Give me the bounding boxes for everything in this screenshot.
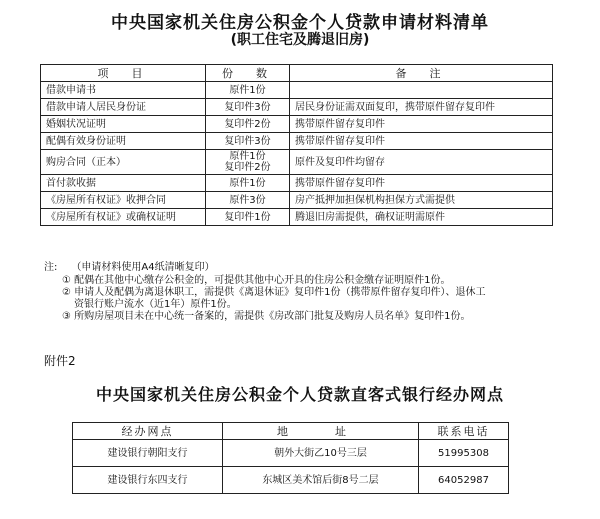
materials-table xyxy=(40,64,553,226)
cell-item: 婚姻状况证明 xyxy=(41,116,206,133)
header-branch: 经办网点 xyxy=(73,423,223,440)
notes-section xyxy=(44,262,486,323)
cell-item: 借款申请人居民身份证 xyxy=(41,99,206,116)
cell-note: 腾退旧房需提供，确权证明需原件 xyxy=(290,209,553,226)
document-subtitle: (职工住宅及腾退旧房) xyxy=(230,32,370,48)
table-row xyxy=(41,116,553,133)
table-row xyxy=(73,440,509,467)
header-item: 项 目 xyxy=(41,65,206,82)
cell-note: 房产抵押加担保机构担保方式需提供 xyxy=(290,192,553,209)
table-header-row xyxy=(73,423,509,440)
table-row xyxy=(41,150,553,175)
header-phone: 联系电话 xyxy=(419,423,509,440)
cell-address: 朝外大街乙10号三层 xyxy=(223,440,419,467)
cell-branch: 建设银行东四支行 xyxy=(73,467,223,494)
cell-note: 携带原件留存复印件 xyxy=(290,133,553,150)
table-header-row xyxy=(41,65,553,82)
section-title: 中央国家机关住房公积金个人贷款直客式银行经办网点 xyxy=(95,385,504,404)
cell-count: 原件1份 复印件2份 xyxy=(206,150,290,175)
attachment-label: 附件2 xyxy=(44,354,76,368)
cell-count: 复印件3份 xyxy=(206,99,290,116)
notes-intro xyxy=(44,262,486,274)
cell-note: 携带原件留存复印件 xyxy=(290,116,553,133)
cell-item: 配偶有效身份证明 xyxy=(41,133,206,150)
note-item: ② 申请人及配偶为离退休职工，需提供《离退休证》复印件1份（携带原件留存复印件）、退休工 xyxy=(62,287,486,298)
header-count: 份 数 xyxy=(206,65,290,82)
cell-count: 原件1份 xyxy=(206,175,290,192)
note-item-continuation: 资银行账户流水（近1年）原件1份。 xyxy=(74,299,237,310)
document-title: 中央国家机关住房公积金个人贷款申请材料清单 xyxy=(111,13,489,33)
table-row xyxy=(73,467,509,494)
notes-label: 注: xyxy=(44,262,58,273)
table-row xyxy=(41,175,553,192)
branches-table xyxy=(72,422,509,494)
note-item: ③ 所购房屋项目未在中心统一备案的，需提供《房改部门批复及购房人员名单》复印件1份。 xyxy=(62,311,471,322)
table-row xyxy=(41,82,553,99)
cell-item: 借款申请书 xyxy=(41,82,206,99)
cell-phone: 64052987 xyxy=(419,467,509,494)
cell-address: 东城区美术馆后街8号二层 xyxy=(223,467,419,494)
cell-count: 原件3份 xyxy=(206,192,290,209)
cell-note: 携带原件留存复印件 xyxy=(290,175,553,192)
cell-count: 原件1份 xyxy=(206,82,290,99)
table-row xyxy=(41,99,553,116)
table-row xyxy=(41,192,553,209)
cell-item: 《房屋所有权证》收押合同 xyxy=(41,192,206,209)
cell-count: 复印件3份 xyxy=(206,133,290,150)
cell-note: 原件及复印件均留存 xyxy=(290,150,553,175)
cell-phone: 51995308 xyxy=(419,440,509,467)
table-row xyxy=(41,209,553,226)
cell-count: 复印件1份 xyxy=(206,209,290,226)
header-note: 备 注 xyxy=(290,65,553,82)
cell-note: 居民身份证需双面复印，携带原件留存复印件 xyxy=(290,99,553,116)
header-address: 地 址 xyxy=(223,423,419,440)
cell-item: 购房合同（正本） xyxy=(41,150,206,175)
notes-intro-text: （申请材料使用A4纸清晰复印） xyxy=(71,262,215,273)
note-item: ① 配偶在其他中心缴存公积金的，可提供其他中心开具的住房公积金缴存证明原件1份。 xyxy=(62,275,451,286)
cell-note xyxy=(290,82,553,99)
cell-branch: 建设银行朝阳支行 xyxy=(73,440,223,467)
cell-item: 首付款收据 xyxy=(41,175,206,192)
cell-item: 《房屋所有权证》或确权证明 xyxy=(41,209,206,226)
table-row xyxy=(41,133,553,150)
cell-count: 复印件2份 xyxy=(206,116,290,133)
